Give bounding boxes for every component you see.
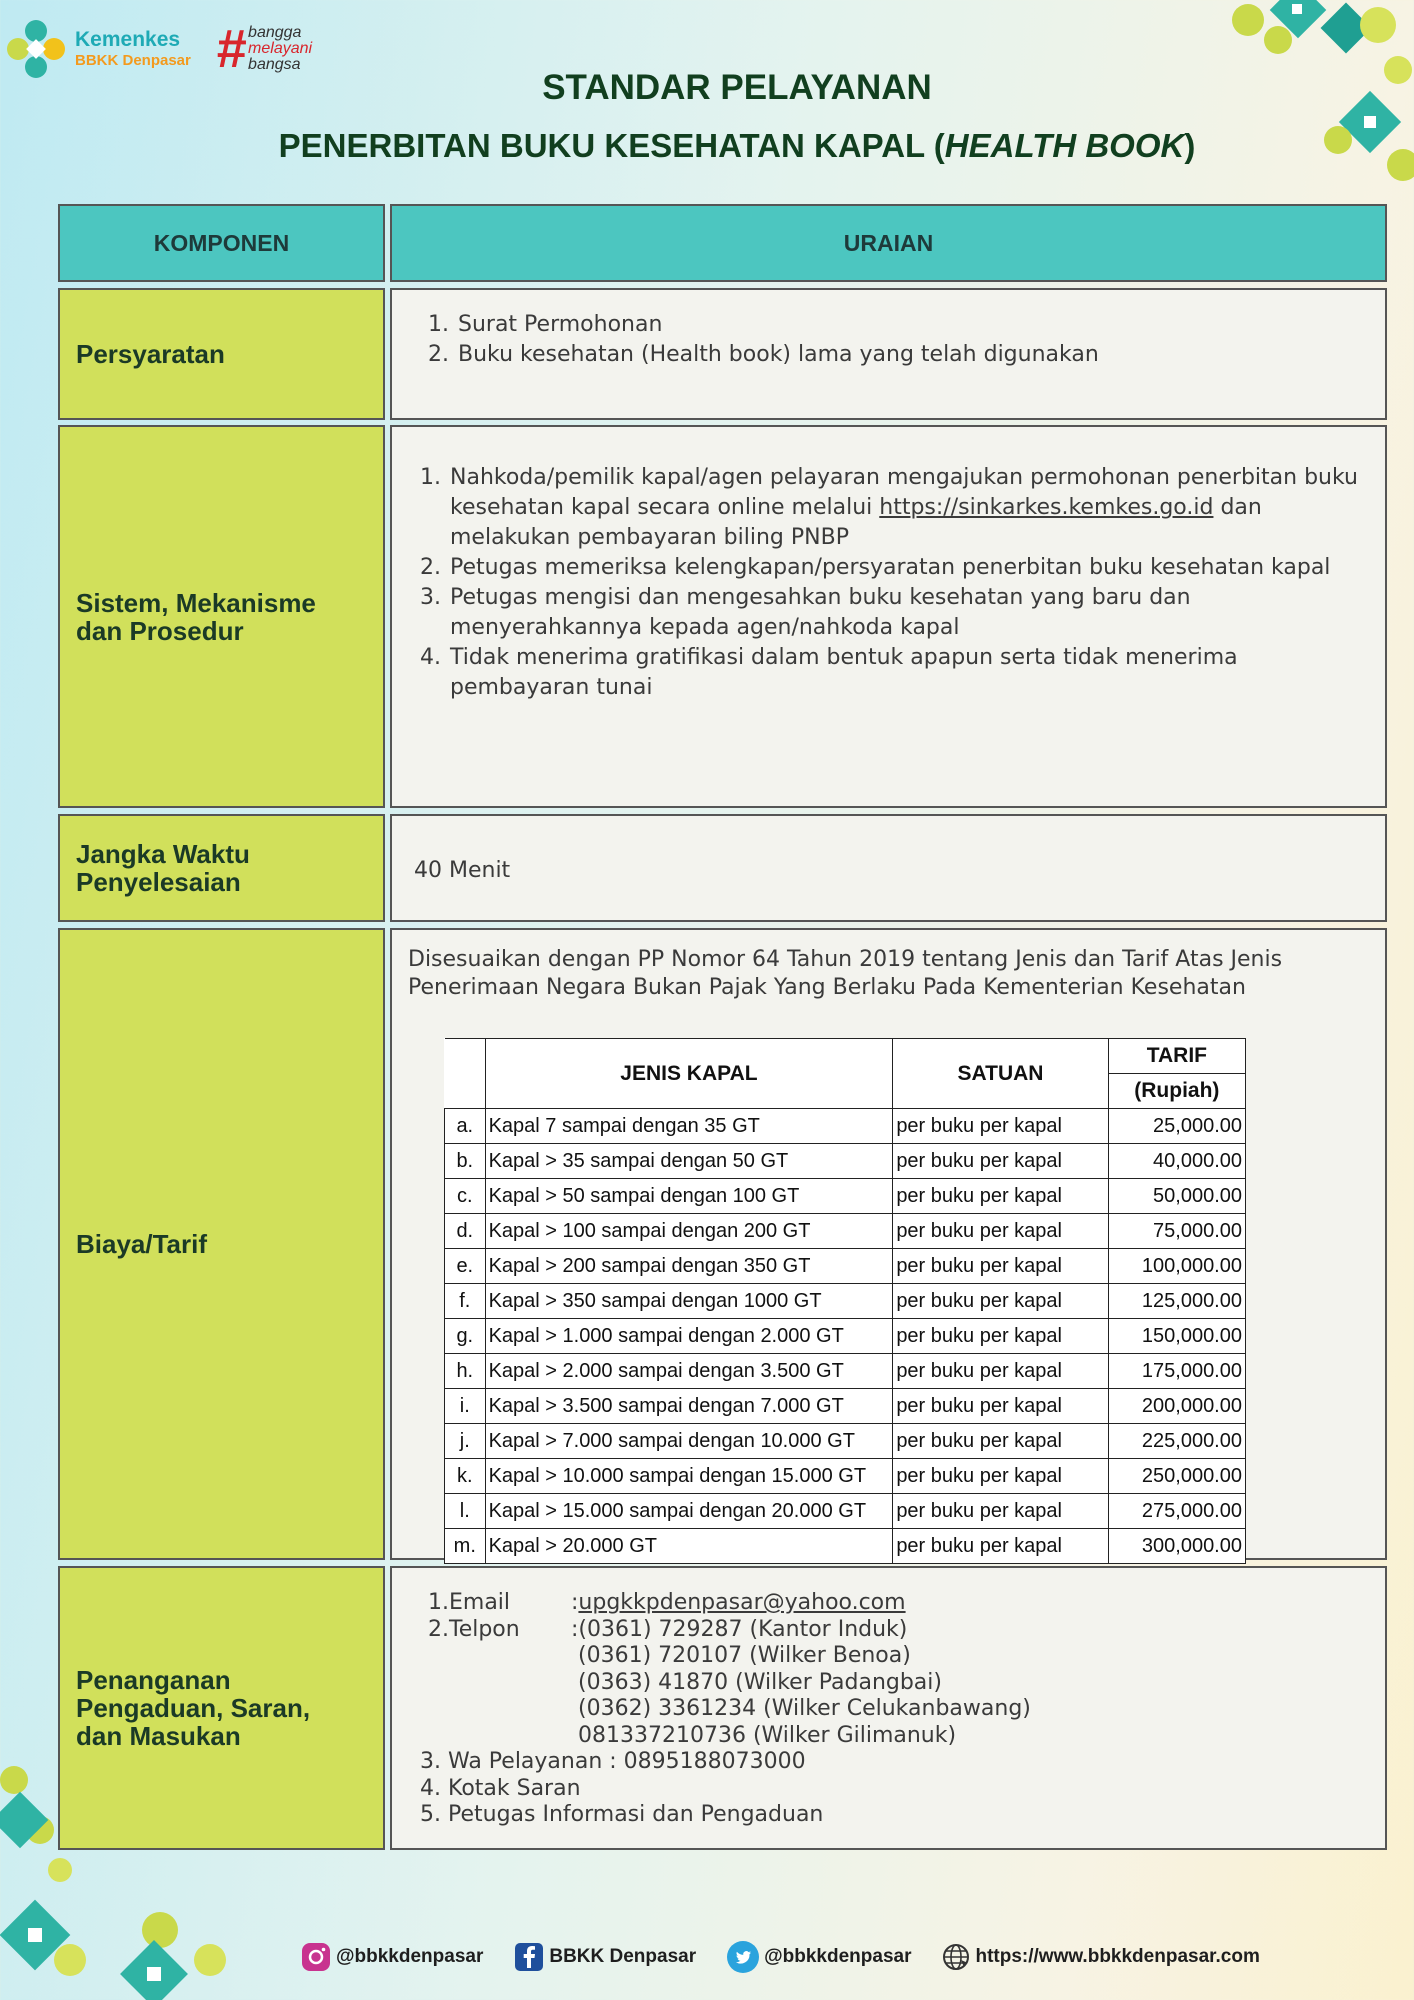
phone-line: (0363) 41870 (Wilker Padangbai) [578, 1669, 942, 1695]
tariff-value: 75,000.00 [1108, 1214, 1245, 1249]
list-item: 2. Buku kesehatan (Health book) lama yang telah digunakan [456, 340, 1385, 370]
sinkarkes-link[interactable]: https://sinkarkes.kemkes.go.id [879, 495, 1214, 520]
tariff-value: 25,000.00 [1108, 1109, 1245, 1144]
tagline-word-3: bangsa [248, 56, 301, 73]
header-uraian: URAIAN [390, 204, 1387, 282]
tariff-row [445, 1389, 1246, 1424]
label-pengaduan: Penanganan Pengaduan, Saran, dan Masukan [58, 1566, 385, 1850]
tariff-letter: h. [445, 1354, 486, 1389]
list-item: 2. Petugas memeriksa kelengkapan/persyaratan penerbitan buku kesehatan kapal [448, 553, 1371, 583]
tariff-row [445, 1284, 1246, 1319]
tariff-row [445, 1459, 1246, 1494]
tagline-word-2: melayani [248, 40, 313, 57]
tariff-jenis-kapal: Kapal > 100 sampai dengan 200 GT [485, 1214, 893, 1249]
brand-unit: BBKK Denpasar [75, 52, 191, 70]
website-link[interactable]: https://www.bbkkdenpasar.com [941, 1942, 1259, 1972]
tariff-satuan: per buku per kapal [893, 1529, 1108, 1564]
tariff-letter: b. [445, 1144, 486, 1179]
waktu-value: 40 Menit [414, 858, 511, 883]
phone-line: (0361) 720107 (Wilker Benoa) [578, 1643, 911, 1668]
tariff-jenis-kapal: Kapal > 7.000 sampai dengan 10.000 GT [485, 1424, 893, 1459]
col-tarif-unit: (Rupiah) [1108, 1074, 1245, 1109]
email-link[interactable]: upgkkpdenpasar@yahoo.com [578, 1590, 906, 1615]
tariff-row [445, 1179, 1246, 1214]
contact-telpon: 2.Telpon :(0361) 729287 (Kantor Induk) [428, 1616, 908, 1642]
phone-line: 081337210736 (Wilker Gilimanuk) [578, 1722, 957, 1748]
list-item: 3. Petugas mengisi dan mengesahkan buku kesehatan yang baru dan menyerahkannya kepada agen/nahkoda kapal [448, 583, 1371, 643]
tariff-jenis-kapal: Kapal > 10.000 sampai dengan 15.000 GT [485, 1459, 893, 1494]
tariff-letter: f. [445, 1284, 486, 1319]
tariff-satuan: per buku per kapal [893, 1459, 1108, 1494]
tariff-row [445, 1424, 1246, 1459]
list-item: 4. Tidak menerima gratifikasi dalam bentuk apapun serta tidak menerima pembayaran tunai [448, 643, 1371, 703]
tariff-letter: j. [445, 1424, 486, 1459]
tariff-jenis-kapal: Kapal 7 sampai dengan 35 GT [485, 1109, 893, 1144]
value-biaya [390, 928, 1387, 1560]
tariff-jenis-kapal: Kapal > 20.000 GT [485, 1529, 893, 1564]
tariff-satuan: per buku per kapal [893, 1424, 1108, 1459]
tariff-jenis-kapal: Kapal > 200 sampai dengan 350 GT [485, 1249, 893, 1284]
tariff-jenis-kapal: Kapal > 350 sampai dengan 1000 GT [485, 1284, 893, 1319]
tariff-satuan: per buku per kapal [893, 1109, 1108, 1144]
facebook-link[interactable]: BBKK Denpasar [513, 1941, 696, 1973]
tariff-jenis-kapal: Kapal > 2.000 sampai dengan 3.500 GT [485, 1354, 893, 1389]
tariff-letter: e. [445, 1249, 486, 1284]
page-title: STANDAR PELAYANAN [542, 68, 932, 107]
tariff-value: 225,000.00 [1108, 1424, 1245, 1459]
tariff-satuan: per buku per kapal [893, 1144, 1108, 1179]
page-subtitle: PENERBITAN BUKU KESEHATAN KAPAL (HEALTH BOOK) [278, 127, 1196, 164]
tariff-jenis-kapal: Kapal > 3.500 sampai dengan 7.000 GT [485, 1389, 893, 1424]
tariff-row [445, 1319, 1246, 1354]
tagline-hash: # [216, 19, 247, 79]
tariff-letter: a. [445, 1109, 486, 1144]
phone-line: (0362) 3361234 (Wilker Celukanbawang) [578, 1696, 1031, 1721]
col-jenis-kapal: JENIS KAPAL [485, 1039, 893, 1109]
twitter-link[interactable]: @bbkkdenpasar [726, 1940, 911, 1974]
contact-wa: 3. Wa Pelayanan : 0895188073000 [420, 1749, 806, 1774]
contact-petugas: 5. Petugas Informasi dan Pengaduan [420, 1802, 824, 1827]
tariff-value: 150,000.00 [1108, 1319, 1245, 1354]
contact-kotak-saran: 4. Kotak Saran [420, 1775, 581, 1801]
list-item: 1. Nahkoda/pemilik kapal/agen pelayaran mengajukan permohonan penerbitan buku kesehatan kapal secara online melalui https://sinkarkes.kemkes.go.id dan melakukan pembayaran biling PNBP [448, 463, 1371, 553]
tariff-row [445, 1249, 1246, 1284]
label-persyaratan: Persyaratan [58, 288, 385, 420]
tariff-letter: k. [445, 1459, 486, 1494]
tariff-value: 275,000.00 [1108, 1494, 1245, 1529]
tariff-letter: m. [445, 1529, 486, 1564]
value-prosedur [390, 425, 1387, 808]
tariff-satuan: per buku per kapal [893, 1389, 1108, 1424]
tariff-letter: l. [445, 1494, 486, 1529]
tariff-value: 40,000.00 [1108, 1144, 1245, 1179]
tariff-satuan: per buku per kapal [893, 1249, 1108, 1284]
label-jangka-waktu: Jangka Waktu Penyelesaian [58, 814, 385, 922]
tariff-value: 300,000.00 [1108, 1529, 1245, 1564]
tariff-satuan: per buku per kapal [893, 1494, 1108, 1529]
tariff-value: 50,000.00 [1108, 1179, 1245, 1214]
tariff-value: 175,000.00 [1108, 1354, 1245, 1389]
tariff-value: 250,000.00 [1108, 1459, 1245, 1494]
tariff-jenis-kapal: Kapal > 35 sampai dengan 50 GT [485, 1144, 893, 1179]
social-footer [300, 1940, 1290, 1974]
tariff-jenis-kapal: Kapal > 50 sampai dengan 100 GT [485, 1179, 893, 1214]
value-persyaratan [390, 288, 1387, 420]
tariff-value: 100,000.00 [1108, 1249, 1245, 1284]
tariff-satuan: per buku per kapal [893, 1214, 1108, 1249]
globe-icon [941, 1942, 971, 1972]
facebook-icon [513, 1941, 545, 1973]
tariff-satuan: per buku per kapal [893, 1179, 1108, 1214]
tariff-satuan: per buku per kapal [893, 1284, 1108, 1319]
tariff-satuan: per buku per kapal [893, 1319, 1108, 1354]
tariff-jenis-kapal: Kapal > 15.000 sampai dengan 20.000 GT [485, 1494, 893, 1529]
col-tarif: TARIF [1108, 1039, 1245, 1074]
biaya-intro: Disesuaikan dengan PP Nomor 64 Tahun 2019 tentang Jenis dan Tarif Atas Jenis Penerimaan Negara Bukan Pajak Yang Berlaku Pada Kementerian Kesehatan [408, 947, 1283, 1000]
col-satuan: SATUAN [893, 1039, 1108, 1109]
tariff-letter: g. [445, 1319, 486, 1354]
contact-email: 1.Email : upgkkpdenpasar@yahoo.com [428, 1590, 906, 1615]
tariff-row [445, 1494, 1246, 1529]
tariff-letter: i. [445, 1389, 486, 1424]
header-komponen: KOMPONEN [58, 204, 385, 282]
tariff-row [445, 1144, 1246, 1179]
label-biaya: Biaya/Tarif [58, 928, 385, 1560]
tariff-letter: c. [445, 1179, 486, 1214]
tariff-value: 125,000.00 [1108, 1284, 1245, 1319]
value-pengaduan [390, 1566, 1387, 1850]
tariff-satuan: per buku per kapal [893, 1354, 1108, 1389]
tariff-value: 200,000.00 [1108, 1389, 1245, 1424]
tariff-row [445, 1214, 1246, 1249]
tagline-word-1: bangga [248, 24, 302, 41]
tariff-jenis-kapal: Kapal > 1.000 sampai dengan 2.000 GT [485, 1319, 893, 1354]
tariff-letter: d. [445, 1214, 486, 1249]
tariff-row [445, 1354, 1246, 1389]
instagram-link[interactable]: @bbkkdenpasar [300, 1941, 483, 1973]
twitter-icon [726, 1940, 760, 1974]
instagram-icon [300, 1941, 332, 1973]
label-prosedur: Sistem, Mekanisme dan Prosedur [58, 425, 385, 808]
tariff-row [445, 1529, 1246, 1564]
list-item: 1. Surat Permohonan [456, 310, 1385, 340]
brand-name: Kemenkes [75, 28, 181, 52]
tariff-row [445, 1109, 1246, 1144]
tariff-table [444, 1038, 1246, 1564]
value-jangka-waktu [390, 814, 1387, 922]
